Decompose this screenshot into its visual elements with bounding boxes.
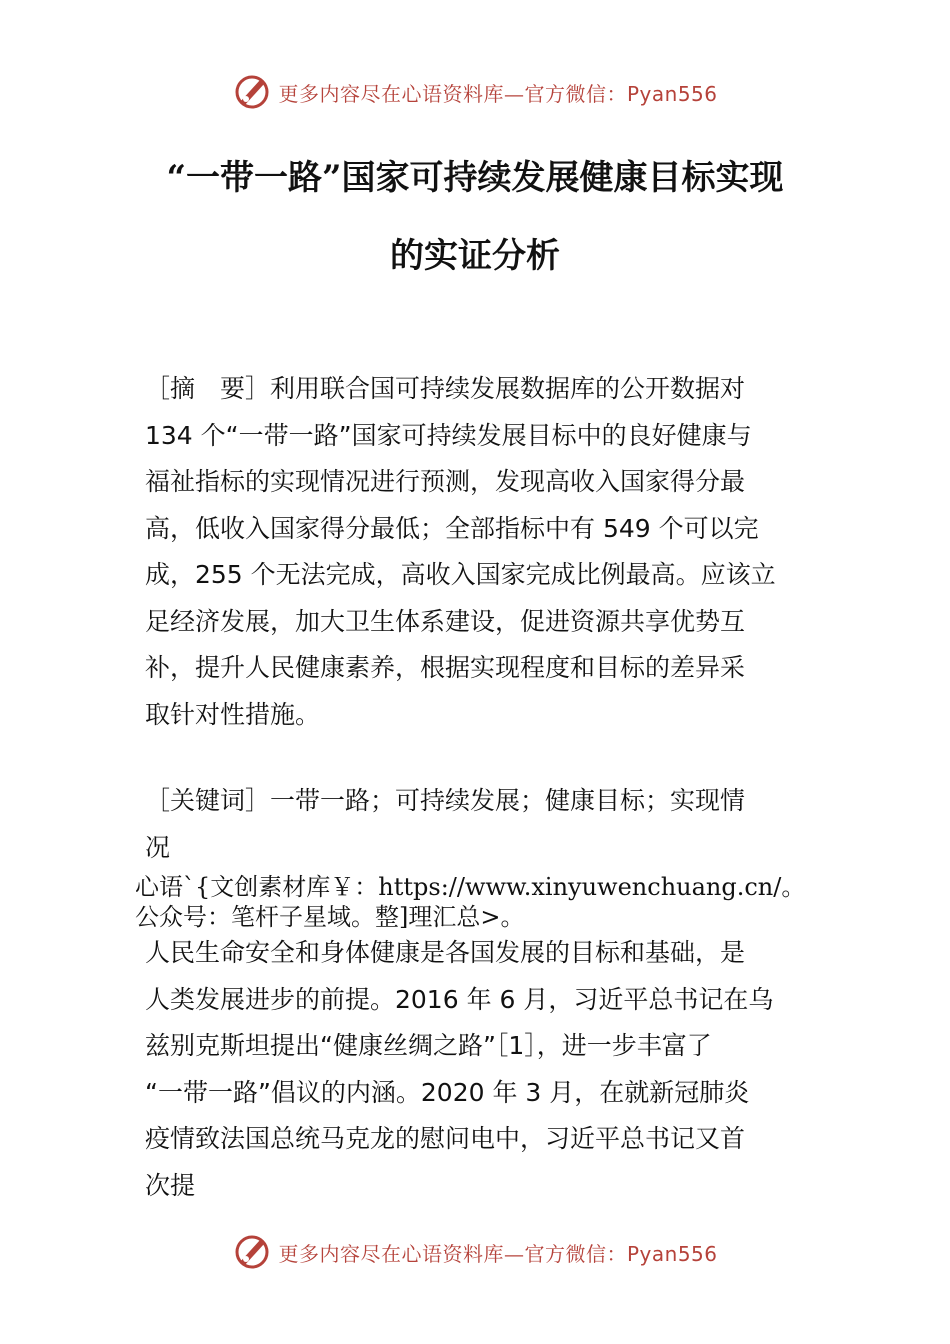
banner-text: 更多内容尽在心语资料库—官方微信：Pyan556	[278, 81, 718, 106]
body-line: 疫情致法国总统马克龙的慰问电中，习近平总书记又首	[145, 1124, 746, 1153]
abstract-line: 134 个“一带一路”国家可持续发展目标中的良好健康与	[145, 420, 752, 450]
keywords	[145, 778, 815, 871]
body-line: 兹别克斯坦提出“健康丝绸之路”［1］，进一步丰富了	[145, 1031, 712, 1060]
body-paragraph	[145, 930, 815, 1209]
banner-text: 更多内容尽在心语资料库—官方微信：Pyan556	[278, 1241, 718, 1266]
source-note	[135, 872, 855, 932]
body-line: 人民生命安全和身体健康是各国发展的目标和基础，是	[145, 938, 746, 967]
source-note-line: 心语`{文创素材库￥：https://www.xinyuwenchuang.cn/。	[135, 873, 806, 901]
abstract-line: 补，提升人民健康素养，根据实现程度和目标的差异采	[145, 653, 746, 682]
document-title-line-1: “一带一路”国家可持续发展健康目标实现	[166, 158, 784, 198]
body-line: “一带一路”倡议的内涵。2020 年 3 月，在就新冠肺炎	[145, 1077, 750, 1107]
pen-logo-icon	[232, 72, 272, 112]
document-title-line-2: 的实证分析	[390, 236, 560, 276]
abstract-line: 福祉指标的实现情况进行预测，发现高收入国家得分最	[145, 467, 746, 496]
footer-banner	[0, 1232, 950, 1272]
keywords-line: 况	[145, 832, 171, 862]
abstract-line: 高，低收入国家得分最低；全部指标中有 549 个可以完	[145, 513, 759, 543]
abstract-line: 取针对性措施。	[145, 699, 321, 729]
abstract-line: ［摘 要］利用联合国可持续发展数据库的公开数据对	[145, 374, 746, 403]
abstract-line: 成，255 个无法完成，高收入国家完成比例最高。应该立	[145, 560, 776, 589]
source-note-line: 公众号：笔杆子星域。整]理汇总>。	[135, 903, 525, 931]
body-line: 人类发展进步的前提。2016 年 6 月，习近平总书记在乌	[145, 984, 774, 1014]
header-banner	[0, 72, 950, 112]
abstract	[145, 366, 815, 738]
pen-logo-icon	[232, 1232, 272, 1272]
body-line: 次提	[145, 1170, 196, 1200]
abstract-line: 足经济发展，加大卫生体系建设，促进资源共享优势互	[145, 606, 746, 636]
keywords-line: ［关键词］一带一路；可持续发展；健康目标；实现情	[145, 786, 746, 815]
